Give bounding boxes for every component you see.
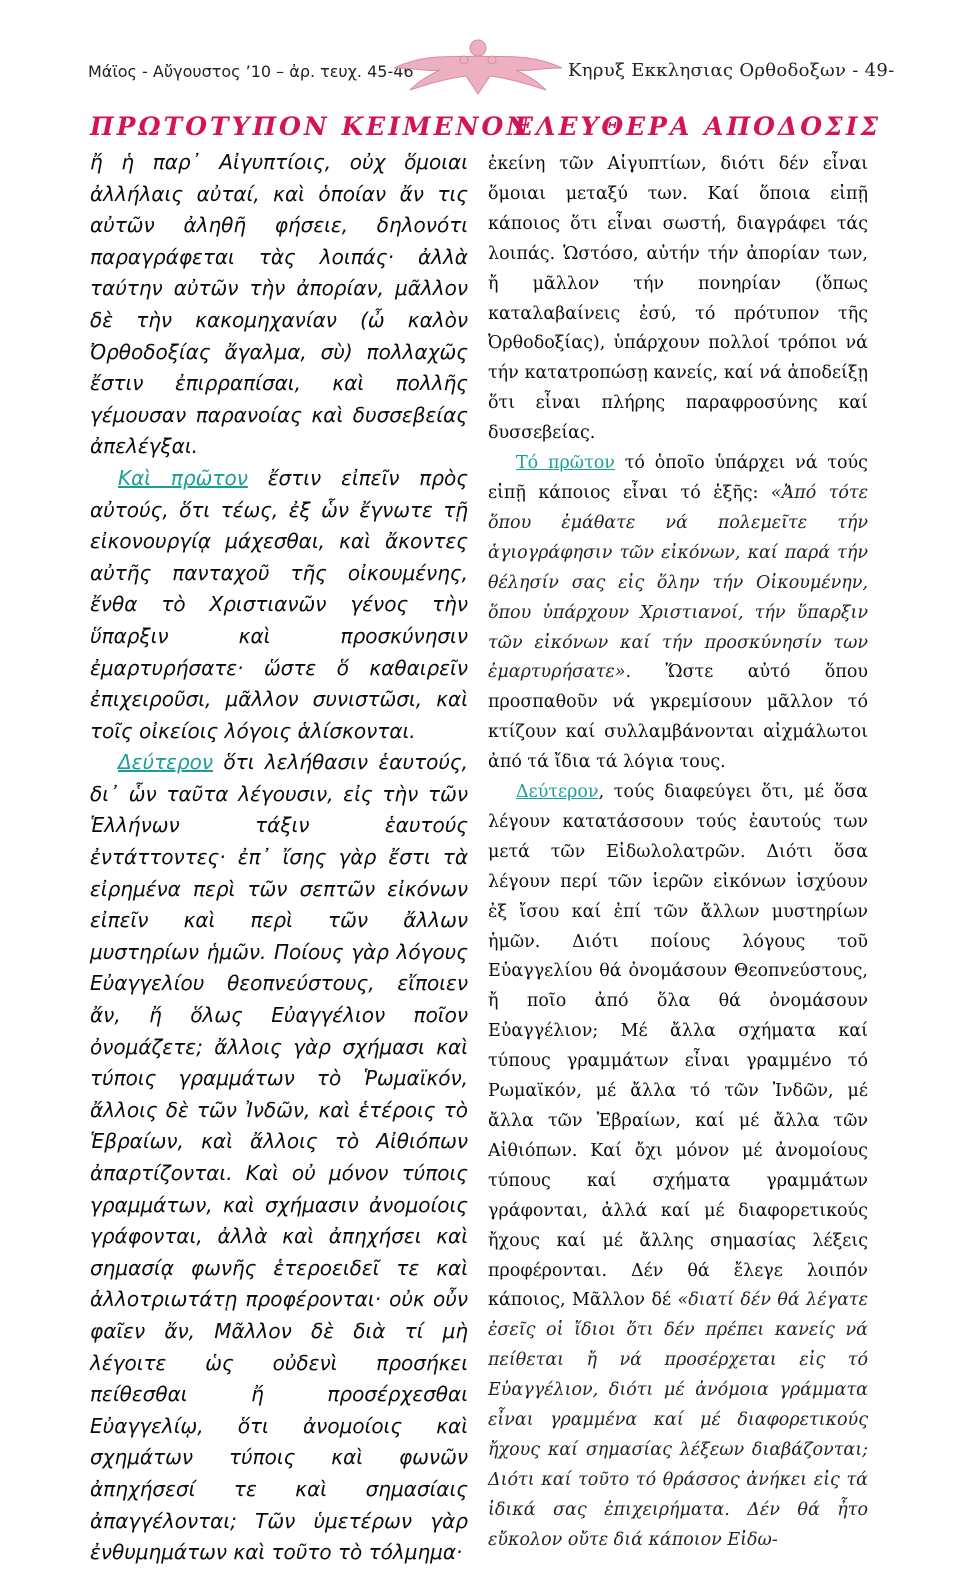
paragraph-body: τό ὁποῖο ὑπάρχει νά τούς εἰπῇ κάποιος εἶναι τό ἑξῆς: (488, 453, 868, 503)
paragraph-body: ἔστιν εἰπεῖν πρὸς αὐτούς, ὅτι τέως, ἐξ ὧν ἔγνωτε τῇ εἰκονουργίᾳ μάχεσθαι, καὶ ἄκοντες αὐτῆς πανταχοῦ τῆς οἰκουμένης, ἔνθα τὸ Χριστιανῶν γένος τὴν ὕπαρξιν καὶ προσκύνησιν ἐμαρτυρήσατε· ὥστε ὅ καθαιρεῖν ἐπιχειροῦσι, μᾶλλον συνιστῶσι, καὶ τοῖς οἰκείοις λόγοις ἁλίσκονται. (90, 465, 469, 743)
double-headed-eagle-icon (388, 38, 568, 96)
original-text-heading: ΠΡΩΤΟΤΥΠΟΝ ΚΕΙΜΕΝΟΝ (90, 112, 533, 141)
paragraph-body: , τούς διαφεύγει ὅτι, μέ ὅσα λέγουν κατατάσσουν τούς ἑαυτούς των μετά τῶν Εἰδωλολατρῶν. Διότι ὅσα λέγουν περί τῶν ἱερῶν εἰκόνων ἰσχύουν ἐξ ἴσου καί ἐπί τῶν ἄλλων μυστηρίων ἡμῶν. Διότι ποίους λόγους τοῦ Εὐαγγελίου θά ὀνομάσουν Θεοπνεύστους, ἤ ποῖο ἀπό ὅλα θά ὀνομάσουν Εὐαγγέλιον; Μέ ἄλλα σχήματα καί τύπους γραμμάτων εἶναι γραμμένο τό Ρωμαϊκόν, μέ ἄλλα τό τῶν Ἰνδῶν, μέ ἄλλα τῶν Ἑβραίων, καί μέ ἄλλα τῶν Αἰθιόπων. Καί ὄχι μόνον μέ ἀνομοίους τύπους καί σχήματα γραμμάτων γράφονται, ἀλλά καί μέ διαφορετικούς ἤχους καί μέ ἄλλης σημασίας λέξεις προφέρονται. Δέν θά ἔλεγε λοιπόν κάποιος, Μᾶλλον δέ (488, 782, 868, 1311)
paragraph (488, 449, 868, 778)
original-text-column (90, 147, 468, 1569)
paragraph (488, 778, 868, 1556)
paragraph (90, 747, 468, 1568)
paragraph-lead: Δεύτερον (118, 750, 214, 775)
paragraph-lead: Δεύτερον (516, 782, 599, 803)
paragraph: ἤ ἡ παρ᾽ Αἰγυπτίοις, οὐχ ὅμοιαι ἀλλήλαις αὐταί, καὶ ὁποίαν ἄν τις αὐτῶν ἀληθῆ φήσειε, δηλονότι παραγράφεται τὰς λοιπάς· ἀλλὰ ταύτην αὐτῶν τὴν ἀπορίαν, μᾶλλον δὲ τὴν κακομηχανίαν (ὦ καλὸν Ὀρθοδοξίας ἄγαλμα, σὺ) πολλαχῶς ἔστιν ἐπιρραπίσαι, καὶ πολλῆς γέμουσαν παρανοίας καὶ δυσσεβείας ἀπελέγξαι. (90, 150, 468, 459)
quotation: «διατί δέν θά λέγατε ἐσεῖς οἱ ἴδιοι ὅτι δέν πρέπει κανείς νά πείθεται ἤ νά προσέρχεται εἰς τό Εὐαγγέλιον, διότι μέ ἀνόμοια γράμματα εἶναι γραμμένα καί μέ διαφορετικούς ἤχους καί σημασίας λέξεων διαβάζονται; Διότι καί τοῦτο τό θράσσος ἀνήκει εἰς τά ἰδικά σας ἐπιχειρήματα. Δέν θά ἦτο εὔκολον οὔτε διά κάποιον Εἰδω- (488, 1290, 868, 1550)
paragraph (90, 463, 468, 747)
paragraph-body: Ὥστε αὐτό ὅπου προσπαθοῦν νά γκρεμίσουν μᾶλλον τό κτίζουν καί συλλαμβάνονται αἰχμάλωτοι ἀπό τά ἴδια τά λόγια τους. (488, 662, 868, 773)
issue-info: Μάϊος - Αὔγουστος ’10 – ἀρ. τευχ. 45-46 (88, 62, 414, 81)
paragraph: ἐκείνη τῶν Αἰγυπτίων, διότι δέν εἶναι ὅμοιαι μεταξύ των. Καί ὅποια εἰπῇ κάποιος ὅτι εἶναι σωστή, διαγράφει τάς λοιπάς. Ὡστόσο, αὐτήν τήν ἀπορίαν των, ἤ μᾶλλον τήν πονηρίαν (ὅπως καταλαβαίνεις ἐσύ, τό πρότυπον τῆς Ὀρθοδοξίας), ὑπάρχουν πολλοί τρόποι νά τήν κατατροπώσῃ κανείς, καί νά ἀποδείξῃ ὅτι εἶναι πλήρης παραφροσύνης καί δυσσεβείας. (488, 154, 868, 444)
quotation: «Ἀπό τότε ὅπου ἐμάθατε νά πολεμεῖτε τήν ἁγιογράφησιν τῶν εἰκόνων, καί παρά τήν θέλησίν σας εἰς ὅλην τήν Οἰκουμένην, ὅπου ὑπάρχουν Χριστιανοί, τήν ὕπαρξιν τῶν εἰκόνων καί τήν προσκύνησίν των ἐμαρτυρήσατε». (488, 482, 868, 683)
publication-title: Κηρυξ Εκκλησιας Ορθοδοξων - 49- (568, 60, 895, 81)
free-translation-heading: ΕΛΕΥΘΕΡΑ ΑΠΟΔΟΣΙΣ (514, 112, 882, 141)
paragraph-lead: Καὶ πρῶτον (118, 465, 248, 490)
paragraph-lead: Τό πρῶτον (516, 453, 615, 474)
free-translation-column (488, 150, 868, 1556)
paragraph-body: ὅτι λελήθασιν ἑαυτούς, δι᾽ ὧν ταῦτα λέγουσιν, εἰς τὴν τῶν Ἑλλήνων τάξιν ἑαυτούς ἐντάττοντες· ἐπ᾽ ἴσης γὰρ ἔστι τὰ εἰρημένα περὶ τῶν σεπτῶν εἰκόνων εἰπεῖν καὶ περὶ τῶν ἄλλων μυστηρίων ἡμῶν. Ποίους γὰρ λόγους Εὐαγγελίου θεοπνεύστους, εἴποιεν ἄν, ἤ ὅλως Εὐαγγέλιον ποῖον ὀνομάζετε; ἄλλοις γὰρ σχήμασι καὶ τύποις γραμμάτων τὸ Ῥωμαϊκόν, ἄλλοις δὲ τῶν Ἰνδῶν, καὶ ἑτέροις τὸ Ἑβραίων, καὶ ἄλλοις τὸ Αἰθιόπων ἀπαρτίζονται. Καὶ οὐ μόνον τύποις γραμμάτων, καὶ σχήμασιν ἀνομοίοις γράφονται, ἀλλὰ καὶ ἀπηχήσει καὶ σημασίᾳ φωνῆς ἑτεροειδεῖ τε καὶ ἀλλοτριωτάτῃ προφέρονται· οὐκ οὖν φαῖεν ἄν, Μᾶλλον δὲ διὰ τί μὴ λέγοιτε ὡς οὐδενὶ προσήκει πείθεσθαι ἤ προσέρχεσθαι Εὐαγγελίῳ, ὅτι ἀνομοίοις καὶ σχημάτων τύποις καὶ φωνῶν ἀπηχήσεσί τε καὶ σημασίαις ἀπαγγέλονται; Τῶν ὑμετέρων γὰρ ἐνθυμημάτων καὶ τοῦτο τὸ τόλμημα· (90, 750, 468, 1565)
